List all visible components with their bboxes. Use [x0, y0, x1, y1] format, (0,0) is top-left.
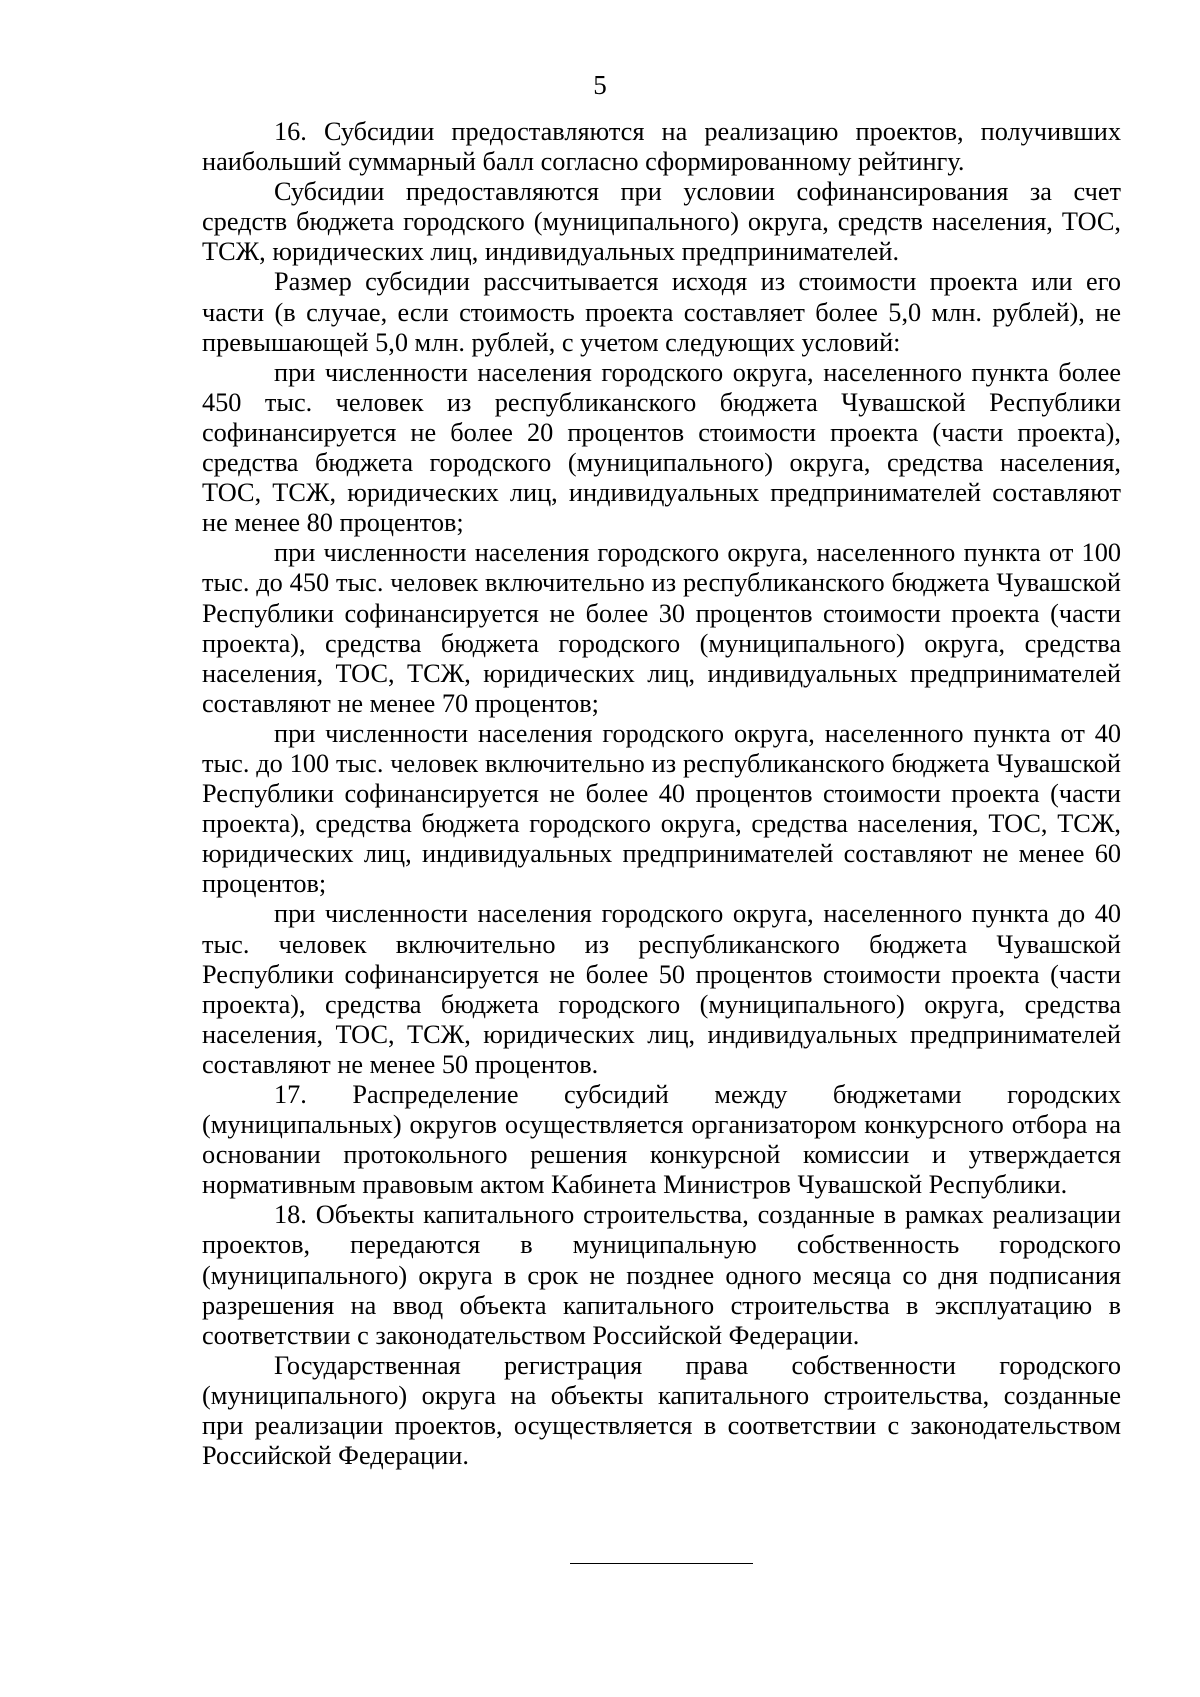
paragraph-cofinancing-condition: Субсидии предоставляются при условии софинансирования за счет средств бюджета городского (муниципального) округа, средств населения, ТОС, ТСЖ, юридических лиц, индивидуальных предпринимателей. [202, 177, 1121, 267]
document-body [202, 117, 1121, 1471]
paragraph-condition-under-40k: при численности населения городского округа, населенного пункта до 40 тыс. человек включительно из республиканского бюджета Чувашской Республики софинансируется не более 50 процентов стоимости проекта (части проекта), средства бюджета городского (муниципального) округа, средства населения, ТОС, ТСЖ, юридических лиц, индивидуальных предпринимателей составляют не менее 50 процентов. [202, 899, 1121, 1079]
paragraph-16: 16. Субсидии предоставляются на реализацию проектов, получивших наибольший суммарный балл согласно сформированному рейтингу. [202, 117, 1121, 177]
paragraph-17: 17. Распределение субсидий между бюджетами городских (муниципальных) округов осуществляется организатором конкурсного отбора на основании протокольного решения конкурсной комиссии и утверждается нормативным правовым актом Кабинета Министров Чувашской Республики. [202, 1080, 1121, 1200]
paragraph-18: 18. Объекты капитального строительства, созданные в рамках реализации проектов, передаются в муниципальную собственность городского (муниципального) округа в срок не позднее одного месяца со дня подписания разрешения на ввод объекта капитального строительства в эксплуатацию в соответствии с законодательством Российской Федерации. [202, 1200, 1121, 1350]
paragraph-state-registration: Государственная регистрация права собственности городского (муниципального) округа на объекты капитального строительства, созданные при реализации проектов, осуществляется в соответствии с законодательством Российской Федерации. [202, 1350, 1121, 1471]
paragraph-condition-100k-450k: при численности населения городского округа, населенного пункта от 100 тыс. до 450 тыс. человек включительно из республиканского бюджета Чувашской Республики софинансируется не более 30 процентов стоимости проекта (части проекта), средства бюджета городского (муниципального) округа, средства населения, ТОС, ТСЖ, юридических лиц, индивидуальных предпринимателей составляют не менее 70 процентов; [202, 538, 1121, 718]
page-number: 5 [593, 70, 607, 100]
paragraph-condition-40k-100k: при численности населения городского округа, населенного пункта от 40 тыс. до 100 тыс. человек включительно из республиканского бюджета Чувашской Республики софинансируется не более 40 процентов стоимости проекта (части проекта), средства бюджета городского округа, средства населения, ТОС, ТСЖ, юридических лиц, индивидуальных предпринимателей составляют не менее 60 процентов; [202, 718, 1121, 899]
paragraph-condition-over-450k: при численности населения городского округа, населенного пункта более 450 тыс. человек из республиканского бюджета Чувашской Республики софинансируется не более 20 процентов стоимости проекта (части проекта), средства бюджета городского (муниципального) округа, средства населения, ТОС, ТСЖ, юридических лиц, индивидуальных предпринимателей составляют не менее 80 процентов; [202, 357, 1121, 538]
end-divider [570, 1563, 753, 1564]
paragraph-subsidy-size: Размер субсидии рассчитывается исходя из стоимости проекта или его части (в случае, если стоимость проекта составляет более 5,0 млн. рублей), не превышающей 5,0 млн. рублей, с учетом следующих условий: [202, 267, 1121, 357]
